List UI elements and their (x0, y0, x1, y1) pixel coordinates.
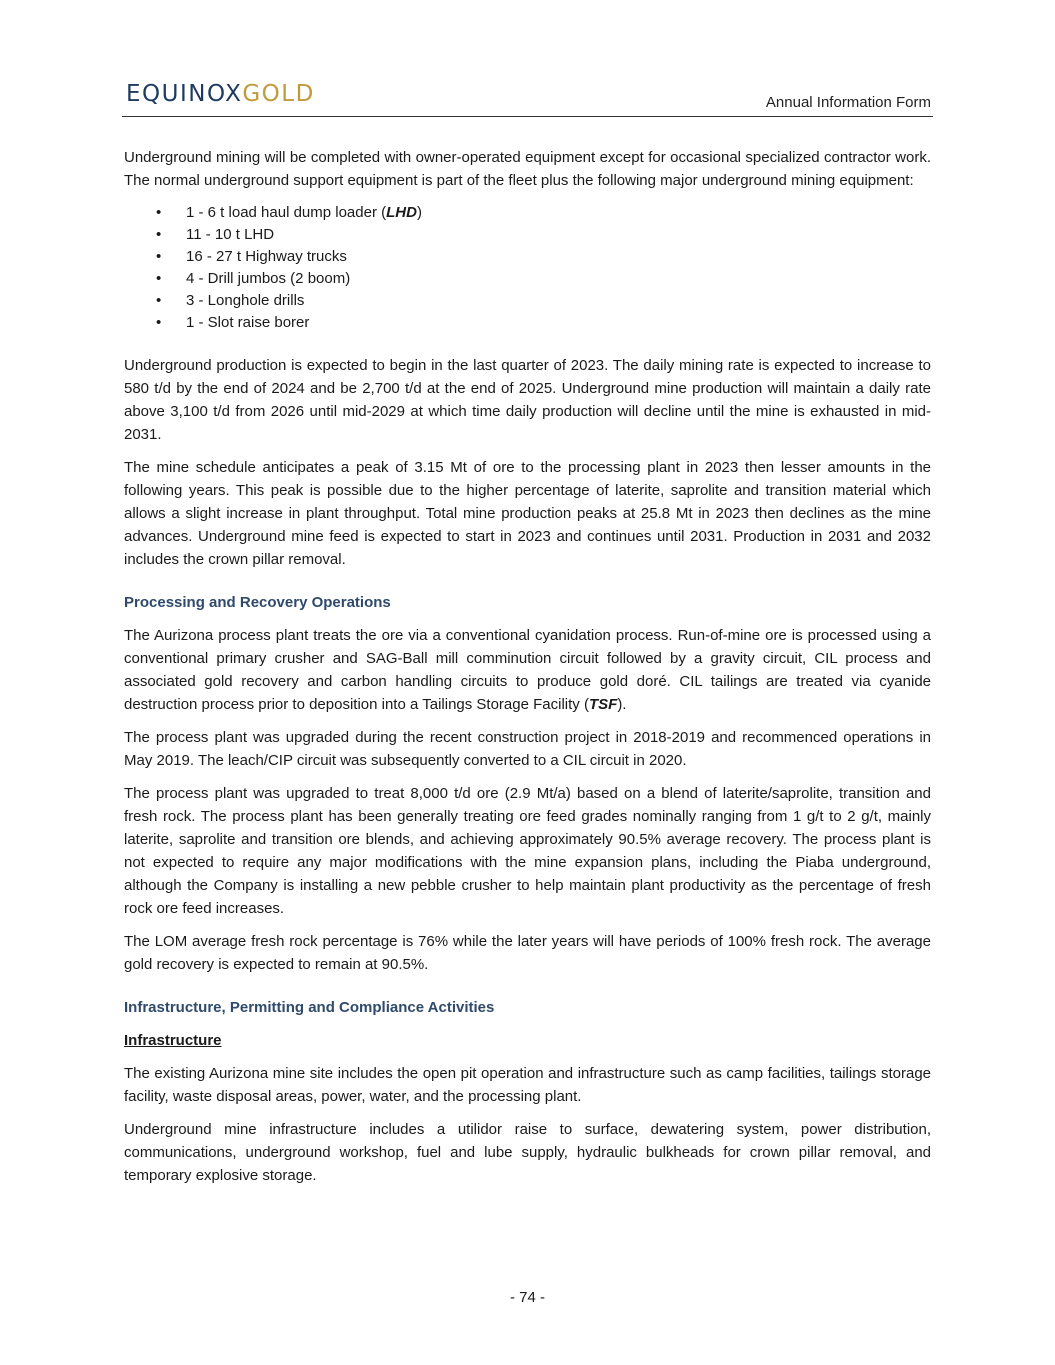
paragraph-plant-upgrade-history: The process plant was upgraded during the recent construction project in 2018-2019 and recommenced operations in May 2019. The leach/CIP circuit was subsequently converted to a CIL circuit in 2020. (124, 729, 931, 769)
paragraph-lom-fresh-rock: The LOM average fresh rock percentage is 76% while the later years will have periods of 100% fresh rock. The average gold recovery is expected to remain at 90.5%. (124, 933, 931, 973)
page-body (124, 146, 931, 1197)
list-item: • 1 - Slot raise borer (186, 312, 931, 334)
page-number: - 74 - (509, 1289, 545, 1306)
company-logo (126, 80, 315, 108)
paragraph-mine-schedule: The mine schedule anticipates a peak of 3.15 Mt of ore to the processing plant in 2023 then lesser amounts in the following years. This peak is possible due to the higher percentage of laterite, saprolite and transition material which allows a slight increase in plant throughput. Total mine production peaks at 25.8 Mt in 2023 then declines as the mine advances. Underground mine feed is expected to start in 2023 and continues until 2031. Production in 2031 and 2032 includes the crown pillar removal. (124, 459, 931, 568)
document-title: Annual Information Form (765, 94, 931, 111)
paragraph-plant-capacity: The process plant was upgraded to treat 8,000 t/d ore (2.9 Mt/a) based on a blend of laterite/saprolite, transition and fresh rock. The process plant has been generally treating ore feed grades nominally ranging from 1 g/t to 2 g/t, mainly laterite, saprolite and transition ore blends, and achieving approximately 90.5% average recovery. The process plant is not expected to require any major modifications with the mine expansion plans, including the Piaba underground, although the Company is installing a new pebble crusher to help maintain plant productivity as the percentage of fresh rock ore feed increases. (124, 785, 931, 917)
paragraph-text: The Aurizona process plant treats the ore via a conventional cyanidation process. Run-of-mine ore is processed using a conventional primary crusher and SAG-Ball mill comminution circuit followed by a gravity circuit, CIL process and associated gold recovery and carbon handling circuits to produce gold doré. CIL tailings are treated via cyanide destruction process prior to deposition into a Tailings Storage Facility ( (124, 627, 931, 713)
equipment-list (124, 202, 931, 334)
paragraph-underground-equipment-intro: Underground mining will be completed with owner-operated equipment except for occasional specialized contractor work. The normal underground support equipment is part of the fleet plus the following major underground mining equipment: (124, 149, 931, 189)
list-item-text-suffix: ) (416, 204, 422, 221)
paragraph-text-suffix: ). (617, 696, 627, 713)
abbreviation-lhd: LHD (386, 204, 417, 221)
page-header (122, 80, 933, 117)
paragraph-process-plant (124, 624, 931, 716)
logo-text-equinox: EQUINOX (126, 81, 243, 107)
paragraph-existing-site: The existing Aurizona mine site includes the open pit operation and infrastructure such as camp facilities, tailings storage facility, waste disposal areas, power, water, and the processing plant. (124, 1065, 931, 1105)
paragraph-underground-infrastructure: Underground mine infrastructure includes a utilidor raise to surface, dewatering system, power distribution, communications, underground workshop, fuel and lube supply, hydraulic bulkheads for crown pillar removal, and temporary explosive storage. (124, 1121, 931, 1184)
section-heading-infrastructure: Infrastructure, Permitting and Compliance Activities (124, 999, 495, 1016)
list-item: • 3 - Longhole drills (186, 290, 931, 312)
paragraph-underground-production: Underground production is expected to begin in the last quarter of 2023. The daily mining rate is expected to increase to 580 t/d by the end of 2024 and be 2,700 t/d at the end of 2025. Underground mine production will maintain a daily rate above 3,100 t/d from 2026 until mid-2029 at which time daily production will decline until the mine is exhausted in mid-2031. (124, 357, 931, 443)
list-item: • 11 - 10 t LHD (186, 224, 931, 246)
list-item: • 16 - 27 t Highway trucks (186, 246, 931, 268)
logo-text-gold: GOLD (242, 81, 315, 107)
sub-heading-infrastructure: Infrastructure (124, 1032, 222, 1049)
list-item (186, 202, 931, 224)
list-item-text: 1 - 6 t load haul dump loader ( (186, 204, 387, 221)
abbreviation-tsf: TSF (588, 696, 618, 713)
list-item: • 4 - Drill jumbos (2 boom) (186, 268, 931, 290)
section-heading-processing: Processing and Recovery Operations (124, 594, 391, 611)
